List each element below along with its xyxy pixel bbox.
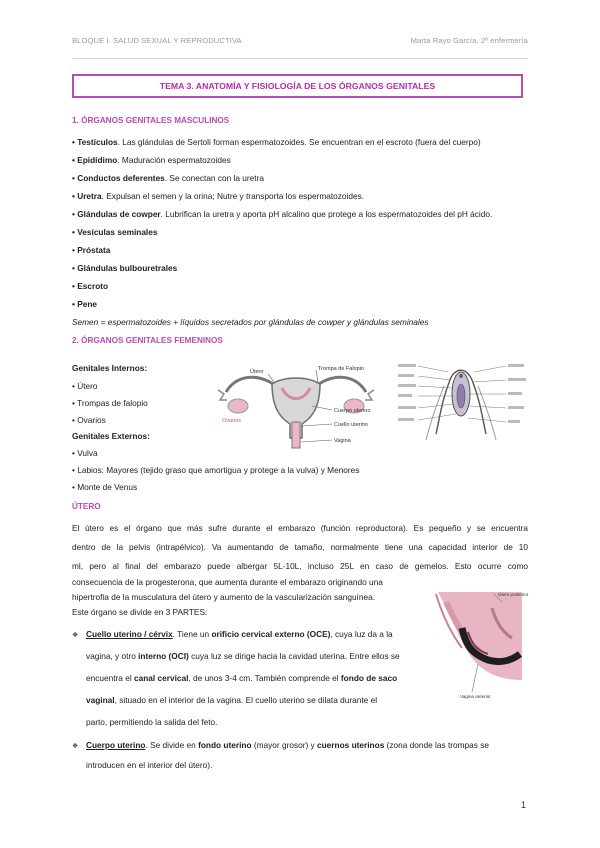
list-item: • Útero xyxy=(72,381,98,391)
list-item: • Vulva xyxy=(72,448,98,458)
internal-heading: Genitales Internos: xyxy=(72,363,148,373)
list-item: • Próstata xyxy=(72,245,111,255)
ovary-label: Ovarios xyxy=(222,418,241,424)
cuello-line-3: encuentra el canal cervical, de unos 3-4 cm. También comprende el fondo de saco xyxy=(86,673,398,683)
cervix-fig-label: Útero posterior xyxy=(498,592,529,597)
cuello-line-4: vaginal, situado en el interior de la vagina. El cuello uterino se dilata durante el xyxy=(86,695,378,705)
cuello-line-5: parto, permitiendo la salida del feto. xyxy=(86,717,218,727)
cuerpo-line-1: ❖ Cuerpo uterino. Se divide en fondo uterino (mayor grosor) y cuernos uterinos (zona donde las trompas se xyxy=(72,740,490,750)
cervix-label: Cuello uterino xyxy=(334,422,368,428)
list-item: • Pene xyxy=(72,299,98,309)
page-number: 1 xyxy=(520,800,526,810)
semen-note: Semen = espermatozoides + líquidos secretados por glándulas de cowper y glándulas seminales xyxy=(72,317,429,327)
section-heading-utero: ÚTERO xyxy=(72,502,101,511)
list-item: • Glándulas bulbouretrales xyxy=(72,263,178,273)
uterus-diagram xyxy=(208,362,384,450)
title-box xyxy=(72,74,523,98)
diamond-bullet-icon: ❖ xyxy=(72,743,79,750)
diamond-bullet-icon: ❖ xyxy=(72,632,79,639)
header-divider xyxy=(72,58,528,59)
list-item: • Escroto xyxy=(72,281,109,291)
utero-paragraph-line: hipertrofia de la musculatura del útero y aumento de la vascularización sanguínea. xyxy=(72,592,376,602)
utero-paragraph-line: consecuencia de la progesterona, que aumenta durante el embarazo originando una xyxy=(72,577,383,587)
list-item: • Ovarios xyxy=(72,415,106,425)
section-heading-femeninos: 2. ÓRGANOS GENITALES FEMENINOS xyxy=(72,336,223,345)
utero-paragraph-line: El útero es el órgano que más sufre durante el embarazo (función reproductora). Es pequeño y se encuentra xyxy=(72,523,528,533)
utero-paragraph-line: Este órgano se divide en 3 PARTES: xyxy=(72,607,208,617)
cuello-line-1: ❖ Cuello uterino / cérvix. Tiene un orificio cervical externo (OCE), cuya luz da a la xyxy=(72,629,393,639)
header-right: Marta Rayo García, 2º enfermería xyxy=(410,36,528,45)
list-item: • Labios: Mayores (tejido graso que amortigua y protege a la vulva) y Menores xyxy=(72,465,360,475)
vulva-diagram xyxy=(396,356,528,440)
list-item: • Conductos deferentes. Se conectan con la uretra xyxy=(72,173,264,183)
cervix-diagram xyxy=(432,588,529,704)
external-heading: Genitales Externos: xyxy=(72,431,150,441)
list-item: • Monte de Venus xyxy=(72,482,138,492)
list-item: • Trompas de falopio xyxy=(72,398,148,408)
list-item: • Epidídimo. Maduración espermatozoides xyxy=(72,155,231,165)
page-title: TEMA 3. ANATOMÍA Y FISIOLOGÍA DE LOS ÓRGANOS GENITALES xyxy=(159,81,436,91)
list-item: • Vesículas seminales xyxy=(72,227,158,237)
utero-paragraph-line: ml, pero al final del embarazo puede albergar 5L-10L, incluso 25L en caso de gemelos. Esto ocurre como xyxy=(72,561,528,571)
cervix-fig-label: Vagina anterior xyxy=(460,694,491,699)
cuello-line-2: vagina, y otro interno (OCI) cuya luz se dirige hacia la cavidad uterina. Entre ellos se xyxy=(86,651,400,661)
vagina-label: Vagina xyxy=(334,438,351,444)
list-item: • Uretra. Expulsan el semen y la orina; Nutre y transporta los espermatozoides. xyxy=(72,191,365,201)
uterus-label: Útero xyxy=(250,369,264,375)
cuerpo-line-2: introducen en el interior del útero). xyxy=(86,760,213,770)
header-left: BLOQUE I. SALUD SEXUAL Y REPRODUCTIVA xyxy=(72,36,242,45)
utero-paragraph-line: dentro de la pelvis (intrapélvico). Va aumentando de tamaño, normalmente tiene una capacidad interior de 10 xyxy=(72,542,528,552)
section-heading-masculinos: 1. ÓRGANOS GENITALES MASCULINOS xyxy=(72,116,230,125)
list-item: • Testículos. Las glándulas de Sertoli forman espermatozoides. Se encuentran en el escroto (fuera del cuerpo) xyxy=(72,137,481,147)
body-label: Cuerpo uterino xyxy=(334,408,371,414)
list-item: • Glándulas de cowper. Lubrifican la uretra y aporta pH alcalino que protege a los espermatozoides del pH ácido. xyxy=(72,209,493,219)
tube-label: Trompa de Falopio xyxy=(318,366,364,372)
